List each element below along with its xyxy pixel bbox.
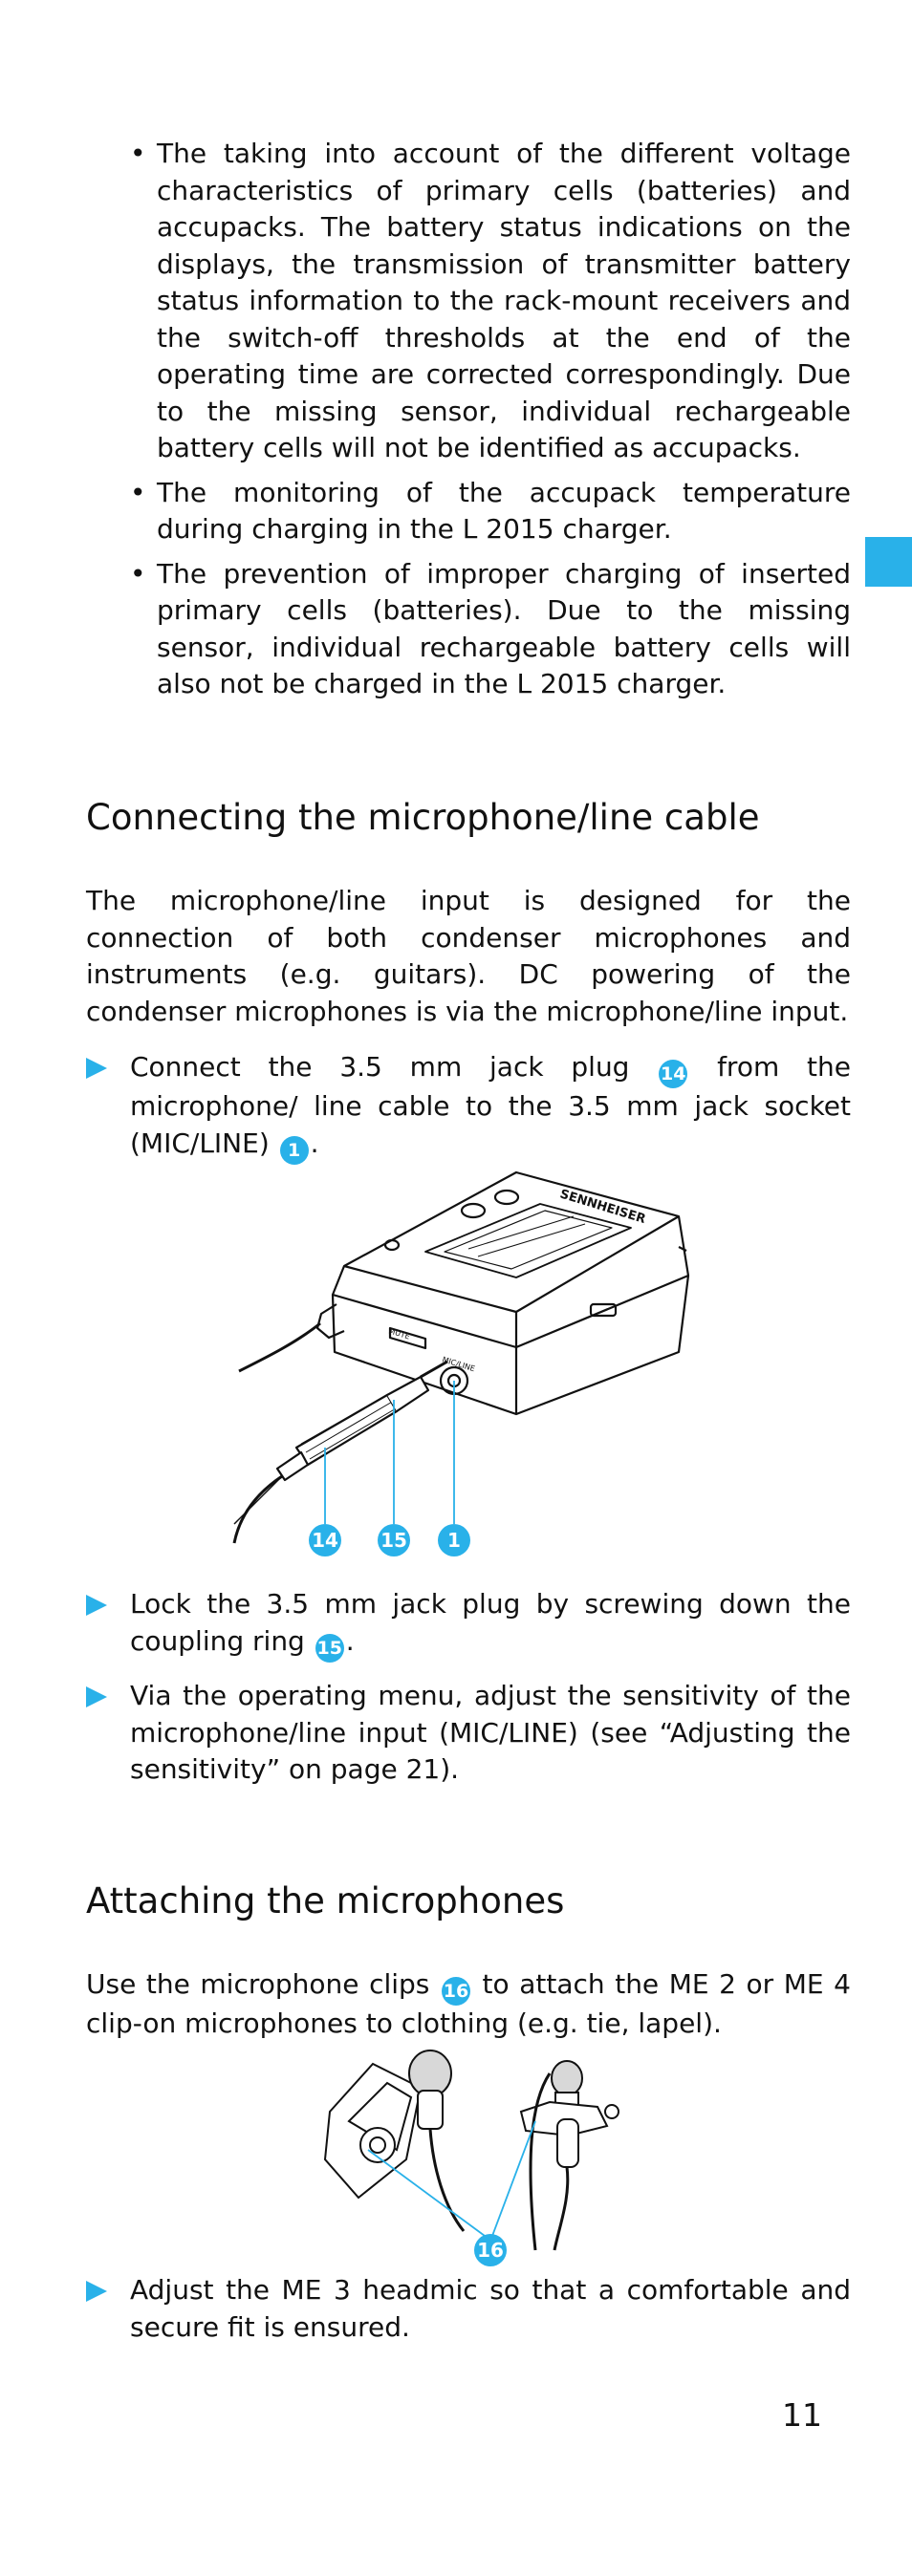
thumb-index-tab [865,537,912,587]
bullet-text: The prevention of improper charging of inserted primary cells (batteries). Due to the missing sensor, individual rechargeable battery cells will also not be charged in the L 2015 charger. [157,557,851,699]
instruction-step-headmic [86,2272,851,2346]
micline-label: MIC/LINE [441,1355,476,1374]
bullet-dot: • [130,476,146,508]
step-text: Lock the 3.5 mm jack plug by screwing down the coupling ring [130,1588,851,1657]
transmitter-illustration [229,1161,707,1562]
step-text: . [310,1127,319,1159]
instruction-step-lock [86,1586,851,1663]
bullet-text: The taking into account of the different voltage characteristics of primary cells (batteries) and accupacks. The battery status indications on the displays, the transmission of transmitter battery status information to the rack-mount receivers and the switch-off thresholds at the end of the operating time are corrected correspondingly. Due to the missing sensor, individual rechargeable battery cells will not be identified as accupacks. [157,138,851,463]
bullet-dot: • [130,557,146,590]
connecting-intro-paragraph: The microphone/line input is designed for the connection of both condenser microphones and instruments (e.g. guitars). DC powering of the condenser microphones is via the microphone/line input. [86,885,851,1027]
paragraph-text: Use the microphone clips [86,1968,440,2000]
step-text: Via the operating menu, adjust the sensitivity of the microphone/line input (MIC/LINE) (see “Adjusting the sensitivity” on page 21). [130,1680,851,1785]
mute-label: MUTE [387,1326,411,1342]
callout-15-icon: 15 [315,1634,344,1663]
bullet-dot: • [130,138,146,169]
callout-16-icon: 16 [442,1977,470,2006]
step-text: . [345,1624,355,1657]
attaching-intro-paragraph [86,1966,851,2043]
section-heading-connecting: Connecting the microphone/line cable [86,797,760,838]
bullet-item [124,475,851,548]
transmitter-jack-figure [229,1161,707,1562]
step-arrow-icon [86,1058,107,1079]
callout-1-icon: 1 [438,1524,470,1556]
bullet-item [124,136,851,467]
bullet-text: The monitoring of the accupack temperature during charging in the L 2015 charger. [157,476,851,545]
page-number: 11 [782,2396,822,2434]
paragraph-text: to attach the ME 2 or ME 4 clip-on microphones to clothing (e.g. tie, lapel). [86,1968,851,2040]
callout-16-icon: 16 [474,2234,507,2266]
step-text: Connect the 3.5 mm jack plug [130,1051,658,1083]
step-text: Adjust the ME 3 headmic so that a comfortable and secure fit is ensured. [130,2274,851,2343]
step-text: from the microphone/ line cable to the 3.5 mm jack socket (MIC/LINE) [130,1051,851,1159]
step-arrow-icon [86,1686,107,1707]
step-arrow-icon [86,1595,107,1616]
section-heading-attaching: Attaching the microphones [86,1880,565,1921]
brand-logo-text: SENNHEISER [557,1187,648,1227]
instruction-step-sensitivity [86,1678,851,1789]
callout-15-icon: 15 [378,1524,410,1556]
microphone-clips-illustration [320,2045,645,2255]
callout-14-icon: 14 [309,1524,341,1556]
feature-bullet-list [124,136,851,711]
microphone-clips-figure [320,2045,645,2262]
callout-14-icon: 14 [659,1060,687,1088]
callout-1-icon: 1 [280,1136,309,1165]
step-arrow-icon [86,2281,107,2302]
instruction-step-connect [86,1049,851,1165]
bullet-item [124,556,851,703]
